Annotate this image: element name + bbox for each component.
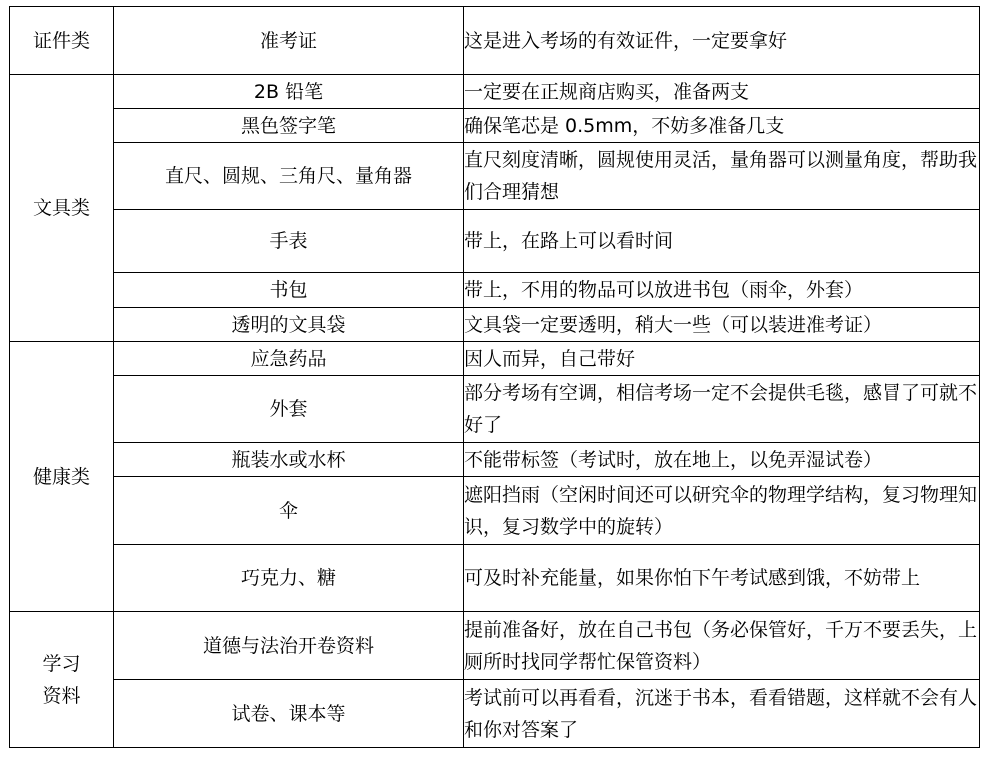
item-cell: 应急药品 (114, 342, 464, 376)
note-cell: 文具袋一定要透明，稍大一些（可以装进准考证） (464, 308, 980, 342)
category-study-line2: 资料 (42, 684, 81, 707)
table-row (10, 342, 980, 376)
item-cell: 透明的文具袋 (114, 308, 464, 342)
category-health: 健康类 (10, 342, 114, 612)
table-row (10, 443, 980, 477)
table-row (10, 680, 980, 748)
item-cell: 试卷、课本等 (114, 680, 464, 748)
note-cell: 不能带标签（考试时，放在地上，以免弄湿试卷） (464, 443, 980, 477)
note-cell: 一定要在正规商店购买，准备两支 (464, 75, 980, 109)
item-cell: 黑色签字笔 (114, 109, 464, 143)
note-cell: 带上，不用的物品可以放进书包（雨伞，外套） (464, 273, 980, 308)
note-cell: 直尺刻度清晰，圆规使用灵活，量角器可以测量角度，帮助我们合理猜想 (464, 143, 980, 210)
note-cell: 部分考场有空调，相信考场一定不会提供毛毯，感冒了可就不好了 (464, 376, 980, 443)
note-cell: 确保笔芯是 0.5mm，不妨多准备几支 (464, 109, 980, 143)
table-row (10, 109, 980, 143)
item-cell: 2B 铅笔 (114, 75, 464, 109)
table-row (10, 308, 980, 342)
category-study-materials (10, 612, 114, 748)
item-cell: 手表 (114, 210, 464, 273)
item-cell: 巧克力、糖 (114, 545, 464, 612)
table-row (10, 273, 980, 308)
note-cell: 遮阳挡雨（空闲时间还可以研究伞的物理学结构，复习物理知识，复习数学中的旋转） (464, 477, 980, 545)
table-row (10, 612, 980, 680)
table-row (10, 7, 980, 75)
category-stationery: 文具类 (10, 75, 114, 342)
note-cell: 这是进入考场的有效证件，一定要拿好 (464, 7, 980, 75)
table-row (10, 545, 980, 612)
item-cell: 外套 (114, 376, 464, 443)
category-study-line1: 学习 (42, 652, 81, 675)
note-cell: 可及时补充能量，如果你怕下午考试感到饿，不妨带上 (464, 545, 980, 612)
table-row (10, 75, 980, 109)
table-row (10, 143, 980, 210)
note-cell: 考试前可以再看看，沉迷于书本，看看错题，这样就不会有人和你对答案了 (464, 680, 980, 748)
note-cell: 提前准备好，放在自己书包（务必保管好，千万不要丢失，上厕所时找同学帮忙保管资料） (464, 612, 980, 680)
table-row (10, 477, 980, 545)
table-row (10, 210, 980, 273)
item-cell: 道德与法治开卷资料 (114, 612, 464, 680)
exam-checklist-table (9, 6, 980, 748)
note-cell: 带上，在路上可以看时间 (464, 210, 980, 273)
item-cell: 书包 (114, 273, 464, 308)
item-cell: 直尺、圆规、三角尺、量角器 (114, 143, 464, 210)
item-cell: 瓶装水或水杯 (114, 443, 464, 477)
category-certificates: 证件类 (10, 7, 114, 75)
item-cell: 伞 (114, 477, 464, 545)
note-cell: 因人而异，自己带好 (464, 342, 980, 376)
table-row (10, 376, 980, 443)
item-cell: 准考证 (114, 7, 464, 75)
